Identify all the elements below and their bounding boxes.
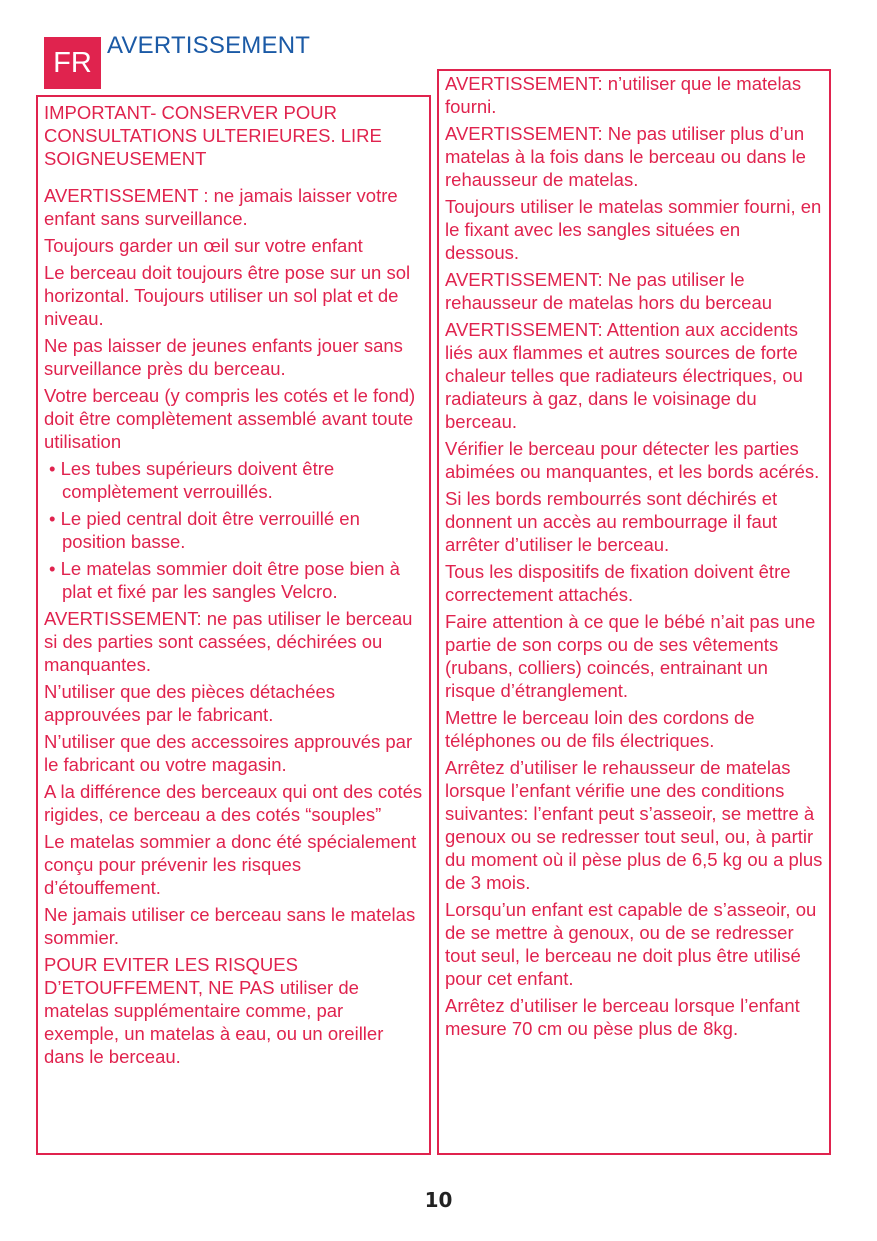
right-paragraph: Lorsqu’un enfant est capable de s’asseoir, ou de se mettre à genoux, ou de se redresser tout seul, le berceau ne doit plus être utilisé pour cet enfant. [445,899,817,989]
warning-box-right [437,69,831,1155]
right-paragraph: Tous les dispositifs de fixation doivent être correctement attachés. [445,561,791,605]
bullet-item: • Les tubes supérieurs doivent être complètement verrouillés. [49,458,335,502]
right-paragraph: AVERTISSEMENT: Attention aux accidents liés aux flammes et autres sources de forte chaleur telles que radiateurs électriques, ou radiateurs à gaz, dans le voisinage du berceau. [445,319,803,432]
warning-box-left [36,95,431,1155]
language-badge: FR [44,37,101,89]
right-paragraph: Arrêtez d’utiliser le berceau lorsque l’enfant mesure 70 cm ou pèse plus de 8kg. [445,995,800,1039]
right-paragraph: AVERTISSEMENT: Ne pas utiliser le rehausseur de matelas hors du berceau [445,269,773,313]
left-paragraph: Toujours garder un œil sur votre enfant [44,235,363,256]
left-paragraph: Votre berceau (y compris les cotés et le fond) doit être complètement assemblé avant toute utilisation [44,385,416,452]
important-heading: IMPORTANT- CONSERVER POUR CONSULTATIONS ULTERIEURES. LIRE SOIGNEUSEMENT [44,102,382,169]
left-paragraph: Le berceau doit toujours être pose sur un sol horizontal. Toujours utiliser un sol plat et de niveau. [44,262,411,329]
left-paragraph: Ne pas laisser de jeunes enfants jouer sans surveillance près du berceau. [44,335,403,379]
left-paragraph: AVERTISSEMENT : ne jamais laisser votre enfant sans surveillance. [44,185,398,229]
right-paragraph: AVERTISSEMENT: Ne pas utiliser plus d’un matelas à la fois dans le berceau ou dans le rehausseur de matelas. [445,123,806,190]
right-paragraph: AVERTISSEMENT: n’utiliser que le matelas fourni. [445,73,802,117]
right-paragraph: Mettre le berceau loin des cordons de téléphones ou de fils électriques. [445,707,755,751]
right-paragraph: Arrêtez d’utiliser le rehausseur de matelas lorsque l’enfant vérifie une des conditions suivantes: l’enfant peut s’asseoir, se mettre à genoux ou se redresser tout seul, ou, à partir du moment où il pèse plus de 6,5 kg ou a plus de 3 mois. [445,757,823,893]
left-paragraph: Le matelas sommier a donc été spécialement conçu pour prévenir les risques d’étouffement. [44,831,417,898]
right-paragraph: Faire attention à ce que le bébé n’ait pas une partie de son corps ou de ses vêtements (rubans, colliers) coincés, entrainant un risque d’étranglement. [445,611,816,701]
right-paragraph: Si les bords rembourrés sont déchirés et donnent un accès au rembourrage il faut arrêter d’utiliser le berceau. [445,488,778,555]
right-paragraph: Toujours utiliser le matelas sommier fourni, en le fixant avec les sangles situées en [445,196,822,240]
left-paragraph: POUR EVITER LES RISQUES D’ETOUFFEMENT, NE PAS utiliser de matelas supplémentaire comme, par exemple, un matelas à eau, ou un oreiller dans le berceau. [44,954,384,1067]
right-paragraph: Vérifier le berceau pour détecter les parties abimées ou manquantes, et les bords acérés. [445,438,820,482]
right-paragraph: dessous. [445,242,520,263]
left-paragraph: AVERTISSEMENT: ne pas utiliser le berceau si des parties sont cassées, déchirées ou manquantes. [44,608,413,675]
left-paragraph: N’utiliser que des accessoires approuvés par le fabricant ou votre magasin. [44,731,413,775]
page-title: AVERTISSEMENT [107,32,311,59]
left-paragraph: N’utiliser que des pièces détachées approuvées par le fabricant. [44,681,336,725]
left-paragraph: Ne jamais utiliser ce berceau sans le matelas sommier. [44,904,416,948]
bullet-item: • Le pied central doit être verrouillé en position basse. [49,508,360,552]
page-number: 10 [424,1188,453,1212]
left-paragraph: A la différence des berceaux qui ont des cotés rigides, ce berceau a des cotés “souples” [44,781,423,825]
bullet-item: • Le matelas sommier doit être pose bien à plat et fixé par les sangles Velcro. [49,558,400,602]
